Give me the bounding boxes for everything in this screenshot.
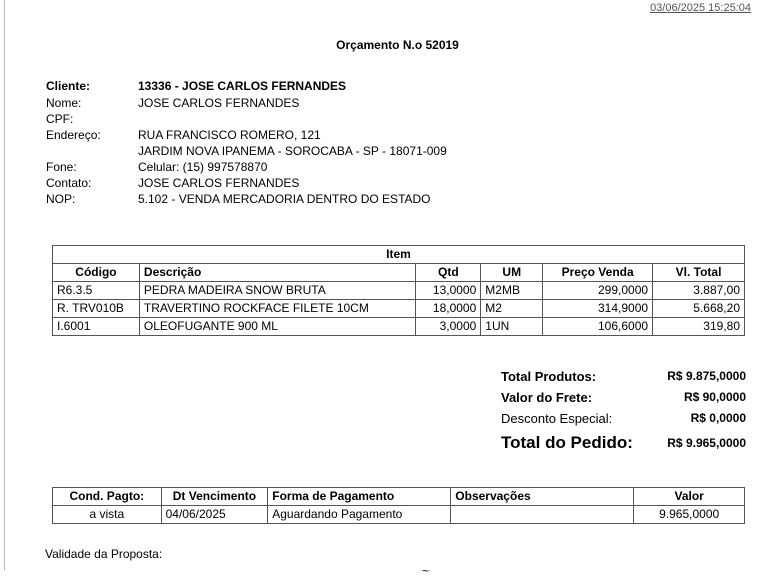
cell-preco: 106,6000 [543, 318, 653, 336]
cliente-value: 13336 - JOSE CARLOS FERNANDES [138, 79, 347, 93]
cell-total: 5.668,20 [653, 300, 745, 318]
col-observacoes: Observações [451, 488, 634, 506]
valor-frete-label: Valor do Frete: [501, 390, 593, 405]
cell-codigo: I.6001 [53, 318, 140, 336]
cell-forma-pagamento: Aguardando Pagamento [268, 506, 451, 524]
desconto-row [501, 408, 746, 429]
valor-frete-value: R$ 90,0000 [683, 390, 746, 404]
table-row [53, 300, 745, 318]
col-cond-pagto: Cond. Pagto: [53, 488, 162, 506]
cell-um: M2 [481, 300, 543, 318]
cell-codigo: R6.3.5 [53, 282, 140, 300]
endereco-label: Endereço: [46, 128, 101, 142]
totals-block [501, 366, 746, 457]
endereco-line2: JARDIM NOVA IPANEMA - SOROCABA - SP - 18071-009 [138, 144, 447, 158]
cell-total: 319,80 [653, 318, 745, 336]
col-descricao: Descrição [139, 264, 415, 282]
col-total: Vl. Total [653, 264, 745, 282]
page-left-border [4, 0, 5, 571]
items-table [52, 245, 745, 336]
cpf-label: CPF: [46, 112, 74, 126]
col-codigo: Código [53, 264, 140, 282]
nop-label: NOP: [46, 192, 76, 206]
cell-total: 3.887,00 [653, 282, 745, 300]
cell-descricao: PEDRA MADEIRA SNOW BRUTA [139, 282, 415, 300]
cell-valor: 9.965,0000 [634, 506, 745, 524]
col-qtd: Qtd [416, 264, 481, 282]
desconto-value: R$ 0,0000 [690, 411, 746, 425]
col-um: UM [481, 264, 543, 282]
cell-cond-pagto: a vista [53, 506, 162, 524]
cut-off-text: ~ [422, 564, 430, 578]
valor-frete-row [501, 387, 746, 408]
nome-value: JOSE CARLOS FERNANDES [138, 96, 300, 110]
quote-title: Orçamento N.o 52019 [336, 38, 459, 52]
table-row [53, 506, 745, 524]
cell-um: M2MB [481, 282, 543, 300]
col-forma-pagamento: Forma de Pagamento [268, 488, 451, 506]
cell-preco: 314,9000 [543, 300, 653, 318]
endereco-line1: RUA FRANCISCO ROMERO, 121 [138, 128, 321, 142]
col-preco: Preço Venda [543, 264, 653, 282]
total-produtos-label: Total Produtos: [501, 369, 597, 384]
cell-um: 1UN [481, 318, 543, 336]
contato-label: Contato: [46, 176, 92, 190]
nome-label: Nome: [46, 96, 82, 110]
cell-qtd: 13,0000 [416, 282, 481, 300]
col-dt-vencimento: Dt Vencimento [161, 488, 268, 506]
cell-qtd: 18,0000 [416, 300, 481, 318]
validade-label: Validade da Proposta: [45, 547, 163, 561]
payment-table [52, 487, 745, 524]
print-timestamp[interactable]: 03/06/2025 15:25:04 [650, 2, 751, 14]
cell-qtd: 3,0000 [416, 318, 481, 336]
cell-descricao: TRAVERTINO ROCKFACE FILETE 10CM [139, 300, 415, 318]
cell-observacoes [451, 506, 634, 524]
desconto-label: Desconto Especial: [501, 411, 613, 426]
total-produtos-value: R$ 9.875,0000 [667, 369, 746, 383]
total-pedido-row [501, 429, 746, 457]
total-pedido-label: Total do Pedido: [501, 433, 633, 452]
col-valor: Valor [634, 488, 745, 506]
total-pedido-value: R$ 9.965,0000 [667, 436, 746, 450]
cell-codigo: R. TRV010B [53, 300, 140, 318]
fone-value: Celular: (15) 997578870 [138, 160, 268, 174]
items-group-header: Item [53, 246, 745, 264]
total-produtos-row [501, 366, 746, 387]
nop-value: 5.102 - VENDA MERCADORIA DENTRO DO ESTADO [138, 192, 431, 206]
table-row [53, 282, 745, 300]
cliente-label: Cliente: [46, 79, 91, 93]
cell-preco: 299,0000 [543, 282, 653, 300]
contato-value: JOSE CARLOS FERNANDES [138, 176, 300, 190]
cell-dt-vencimento: 04/06/2025 [161, 506, 268, 524]
cell-descricao: OLEOFUGANTE 900 ML [139, 318, 415, 336]
fone-label: Fone: [46, 160, 77, 174]
table-row [53, 318, 745, 336]
